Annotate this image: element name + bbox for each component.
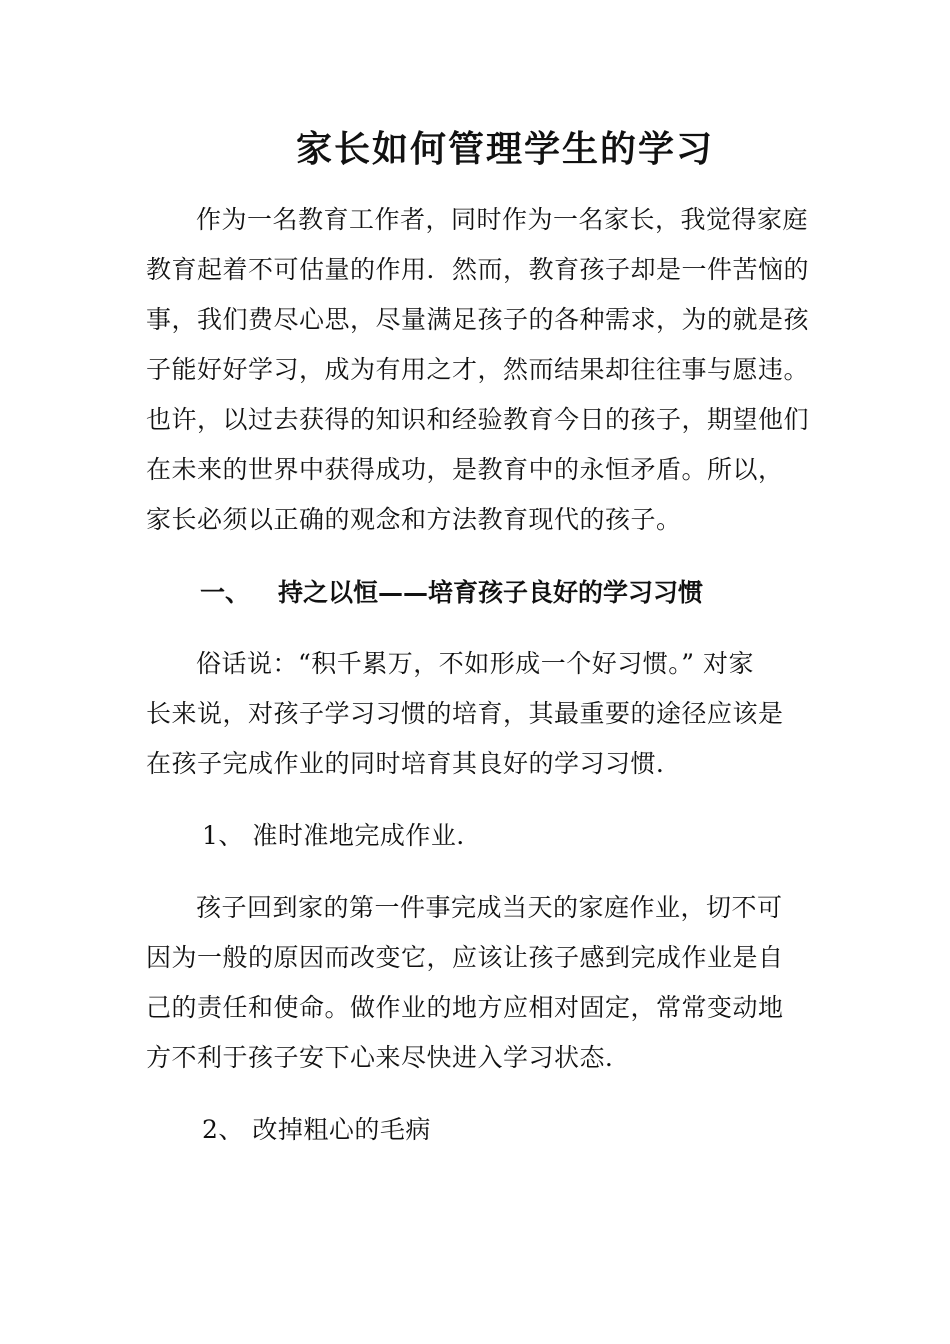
para2-line-2: 长来说，对孩子学习习惯的培育，其最重要的途径应该是 [146, 699, 784, 728]
item-2: 2、 改掉粗心的毛病 [202, 1115, 431, 1144]
intro-line-1: 作为一名教育工作者，同时作为一名家长，我觉得家庭 [196, 205, 809, 234]
para3-line-2: 因为一般的原因而改变它，应该让孩子感到完成作业是自 [146, 943, 784, 972]
intro-line-3: 事，我们费尽心思，尽量满足孩子的各种需求，为的就是孩 [146, 305, 810, 334]
intro-line-7: 家长必须以正确的观念和方法教育现代的孩子。 [146, 505, 682, 534]
intro-line-5: 也许，以过去获得的知识和经验教育今日的孩子，期望他们 [146, 405, 810, 434]
para3-line-3: 己的责任和使命。做作业的地方应相对固定，常常变动地 [146, 993, 784, 1022]
intro-line-2: 教育起着不可估量的作用．然而，教育孩子却是一件苦恼的 [146, 255, 810, 284]
document-title: 家长如何管理学生的学习 [295, 128, 714, 170]
para2-line-3: 在孩子完成作业的同时培育其良好的学习习惯． [146, 749, 682, 778]
section-1-title: 持之以恒——培育孩子良好的学习习惯 [278, 578, 704, 607]
para3-line-1: 孩子回到家的第一件事完成当天的家庭作业，切不可 [196, 893, 783, 922]
para2-line-1: 俗话说：“积千累万，不如形成一个好习惯。” 对家 [196, 649, 755, 678]
intro-line-6: 在未来的世界中获得成功，是教育中的永恒矛盾。所以， [146, 455, 784, 484]
intro-line-4: 子能好好学习，成为有用之才，然而结果却往往事与愿违。 [146, 355, 810, 384]
section-1-number: 一、 [200, 578, 251, 607]
item-1: 1、 准时准地完成作业． [202, 821, 482, 850]
para3-line-4: 方不利于孩子安下心来尽快进入学习状态． [146, 1043, 631, 1072]
